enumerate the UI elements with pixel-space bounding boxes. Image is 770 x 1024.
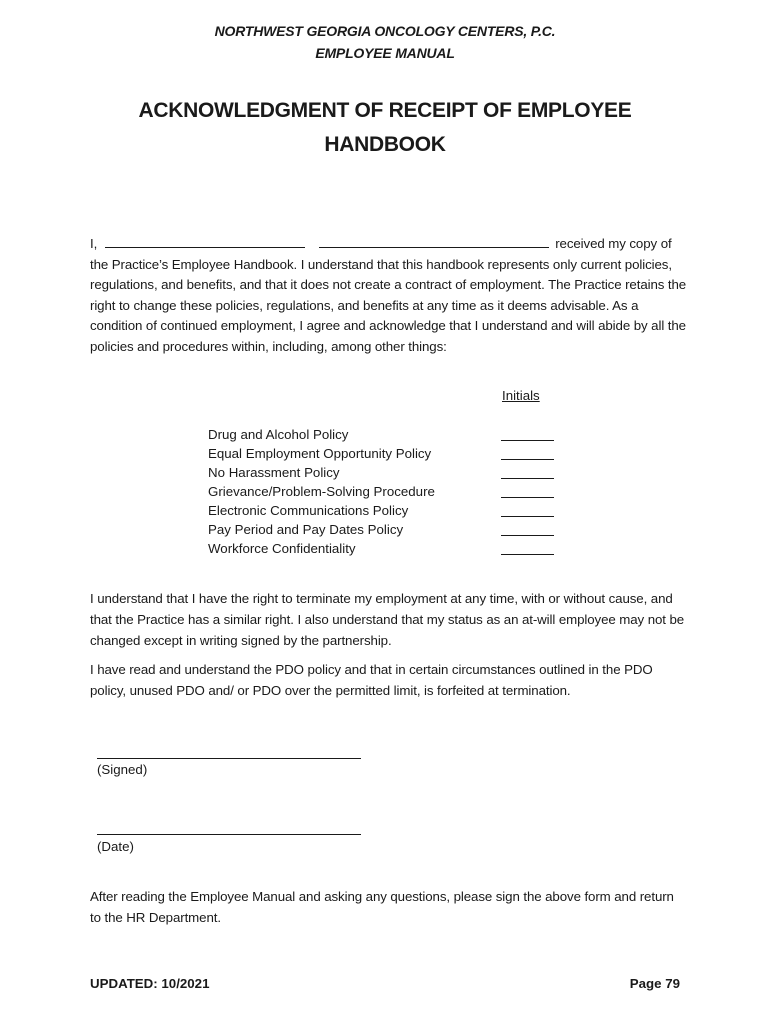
intro-paragraph: [90, 233, 688, 358]
manual-name: EMPLOYEE MANUAL: [315, 45, 455, 61]
initials-header: Initials: [502, 388, 540, 403]
footer-updated: UPDATED: 10/2021: [90, 976, 210, 991]
initials-blank[interactable]: [501, 459, 554, 460]
title-line-2: HANDBOOK: [324, 133, 446, 156]
intro-body-text: of the Practice’s Employee Handbook. I understand that this handbook represents only current policies, regulations, and benefits, and that it does not create a contract of employment. The Practice retains the right to change these policies, regulations, and benefits at any time as it deems advisable. As a condition of continued employment, I agree and acknowledge that I understand and will abide by all the policies and procedures within, including, among other things:: [90, 236, 687, 354]
signed-label: (Signed): [97, 762, 148, 777]
company-name: NORTHWEST GEORGIA ONCOLOGY CENTERS, P.C.: [214, 23, 556, 39]
policy-label: Electronic Communications Policy: [208, 503, 409, 518]
policy-row: [208, 425, 435, 444]
policy-label: Pay Period and Pay Dates Policy: [208, 522, 404, 537]
policy-row: [208, 482, 435, 501]
date-line[interactable]: [97, 834, 361, 835]
initials-blank[interactable]: [501, 516, 554, 517]
initials-blank[interactable]: [501, 497, 554, 498]
signature-line[interactable]: [97, 758, 361, 759]
initials-blank[interactable]: [501, 440, 554, 441]
policy-list: [208, 425, 435, 558]
footer-page-number: Page 79: [629, 976, 680, 991]
policy-row: [208, 520, 435, 539]
policy-label: No Harassment Policy: [208, 465, 340, 480]
intro-prefix: I,: [90, 236, 98, 251]
employee-name-blank[interactable]: [105, 233, 305, 248]
policy-label: Grievance/Problem-Solving Procedure: [208, 484, 435, 499]
policy-row: [208, 444, 435, 463]
closing-paragraph: After reading the Employee Manual and asking any questions, please sign the above form and return to the HR Department.: [90, 889, 674, 925]
document-header: [0, 20, 770, 64]
policy-label: Workforce Confidentiality: [208, 541, 356, 556]
initials-blank[interactable]: [501, 535, 554, 536]
title-line-1: ACKNOWLEDGMENT OF RECEIPT OF EMPLOYEE: [138, 99, 632, 122]
page-title: [100, 94, 670, 162]
initials-blank[interactable]: [501, 478, 554, 479]
employee-title-blank[interactable]: [319, 233, 549, 248]
intro-received-text: received my copy: [555, 236, 658, 251]
policy-row: [208, 463, 435, 482]
initials-blank[interactable]: [501, 554, 554, 555]
pdo-paragraph: I have read and understand the PDO policy and that in certain circumstances outlined in the PDO policy, unused PDO and/ or PDO over the permitted limit, is forfeited at termination.: [90, 662, 653, 698]
termination-paragraph: I understand that I have the right to terminate my employment at any time, with or without cause, and that the Practice has a similar right. I also understand that my status as an at-will employee may not be changed except in writing signed by the partnership.: [90, 591, 685, 648]
policy-label: Drug and Alcohol Policy: [208, 427, 349, 442]
date-label: (Date): [97, 839, 134, 854]
policy-row: [208, 539, 435, 558]
policy-label: Equal Employment Opportunity Policy: [208, 446, 432, 461]
policy-row: [208, 501, 435, 520]
